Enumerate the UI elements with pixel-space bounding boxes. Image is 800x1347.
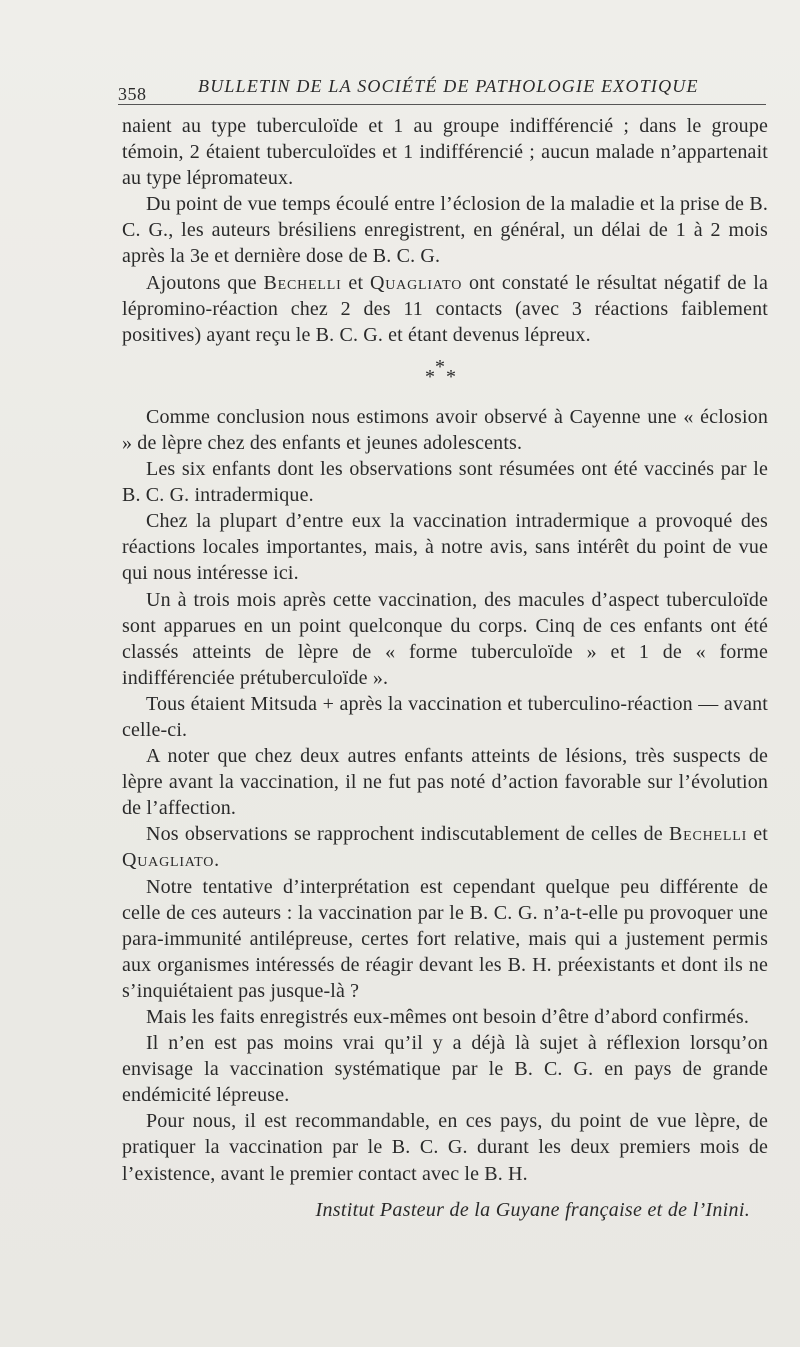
paragraph-10-end: . xyxy=(214,849,220,872)
header-rule xyxy=(118,104,766,105)
paragraph-1: naient au type tuberculoïde et 1 au groupe indifférencié ; dans le groupe témoin, 2 étaient tuberculoïdes et 1 indifférencié ; aucun malade n’appartenait au type lépromateux. xyxy=(122,115,768,190)
page-number: 358 xyxy=(118,84,147,104)
paragraph-6: Chez la plupart d’entre eux la vaccination intradermique a provoqué des réactions locales importantes, mais, à notre avis, sans intérêt du point de vue qui nous intéresse ici. xyxy=(122,510,768,585)
paragraph-7: Un à trois mois après cette vaccination, des macules d’aspect tuberculoïde sont apparues en un point quelconque du corps. Cinq de ces enfants ont été classés atteints de lèpre de « forme tuberculoïde » et 1 de « forme indifférenciée prétuberculoïde ». xyxy=(122,588,768,689)
page-header xyxy=(118,74,766,104)
paragraph-4: Comme conclusion nous estimons avoir observé à Cayenne une « éclosion » de lèpre chez des enfants et jeunes adolescents. xyxy=(122,405,768,454)
author-name-bechelli-2: Bechelli xyxy=(669,823,748,846)
paragraph-3-text-a: Ajoutons que xyxy=(146,271,264,294)
author-name-bechelli: Bechelli xyxy=(263,271,342,294)
paragraph-14: Pour nous, il est recommandable, en ces pays, du point de vue lèpre, de pratiquer la vaccination par le B. C. G. durant les deux premiers mois de l’existence, avant le premier contact avec le B. H. xyxy=(122,1110,768,1185)
paragraph-5: Les six enfants dont les observations sont résumées ont été vaccinés par le B. C. G. intradermique. xyxy=(122,458,768,507)
asterisk-top: * xyxy=(435,355,446,378)
section-separator-asterism xyxy=(122,354,768,404)
article-body xyxy=(122,113,768,1223)
author-name-quagliato-2: Quagliato xyxy=(122,849,215,872)
author-name-quagliato: Quagliato xyxy=(370,271,463,294)
institution-signature: Institut Pasteur de la Guyane française et de l’Inini. xyxy=(315,1198,750,1221)
paragraph-9: A noter que chez deux autres enfants atteints de lésions, très suspects de lèpre avant la vaccination, il ne fut pas noté d’action favorable sur l’évolution de l’affection. xyxy=(122,745,768,820)
paragraph-13: Il n’en est pas moins vrai qu’il y a déjà là sujet à réflexion lorsqu’on envisage la vaccination systématique par le B. C. G. en pays de grande endémicité lépreuse. xyxy=(122,1032,768,1107)
paragraph-10-text-a: Nos observations se rapprochent indiscutablement de celles de xyxy=(146,823,670,846)
paragraph-8: Tous étaient Mitsuda + après la vaccination et tuberculino-réaction — avant celle-ci. xyxy=(122,692,768,741)
asterisk-left: * xyxy=(425,365,436,388)
paragraph-12: Mais les faits enregistrés eux-mêmes ont besoin d’être d’abord confirmés. xyxy=(146,1006,749,1028)
paragraph-10-and: et xyxy=(747,823,768,846)
paragraph-3-and: et xyxy=(341,271,370,294)
paragraph-10 xyxy=(122,821,768,873)
paragraph-2: Du point de vue temps écoulé entre l’éclosion de la maladie et la prise de B. C. G., les auteurs brésiliens enregistrent, en général, un délai de 1 à 2 mois après la 3e et dernière dose de B. C. G. xyxy=(122,193,768,268)
paragraph-3-text-b: ont constaté le résultat négatif de la lépromino-réaction chez 2 des 11 contacts (avec 3 réactions faiblement positives) ayant reçu le B. C. G. et étant devenus lépreux. xyxy=(122,271,768,346)
paragraph-3 xyxy=(122,270,768,348)
asterisk-right: * xyxy=(446,365,457,388)
paragraph-11: Notre tentative d’interprétation est cependant quelque peu différente de celle de ces auteurs : la vaccination par le B. C. G. n’a-t-elle pu provoquer une para-immunité antilépreuse, certes fort relative, mais qui a justement permis aux organismes intéressés de réagir devant les B. H. préexistants et dont ils ne s’inquiétaient pas jusque-là ? xyxy=(122,875,768,1002)
running-title: BULLETIN DE LA SOCIÉTÉ DE PATHOLOGIE EXOTIQUE xyxy=(198,76,699,96)
